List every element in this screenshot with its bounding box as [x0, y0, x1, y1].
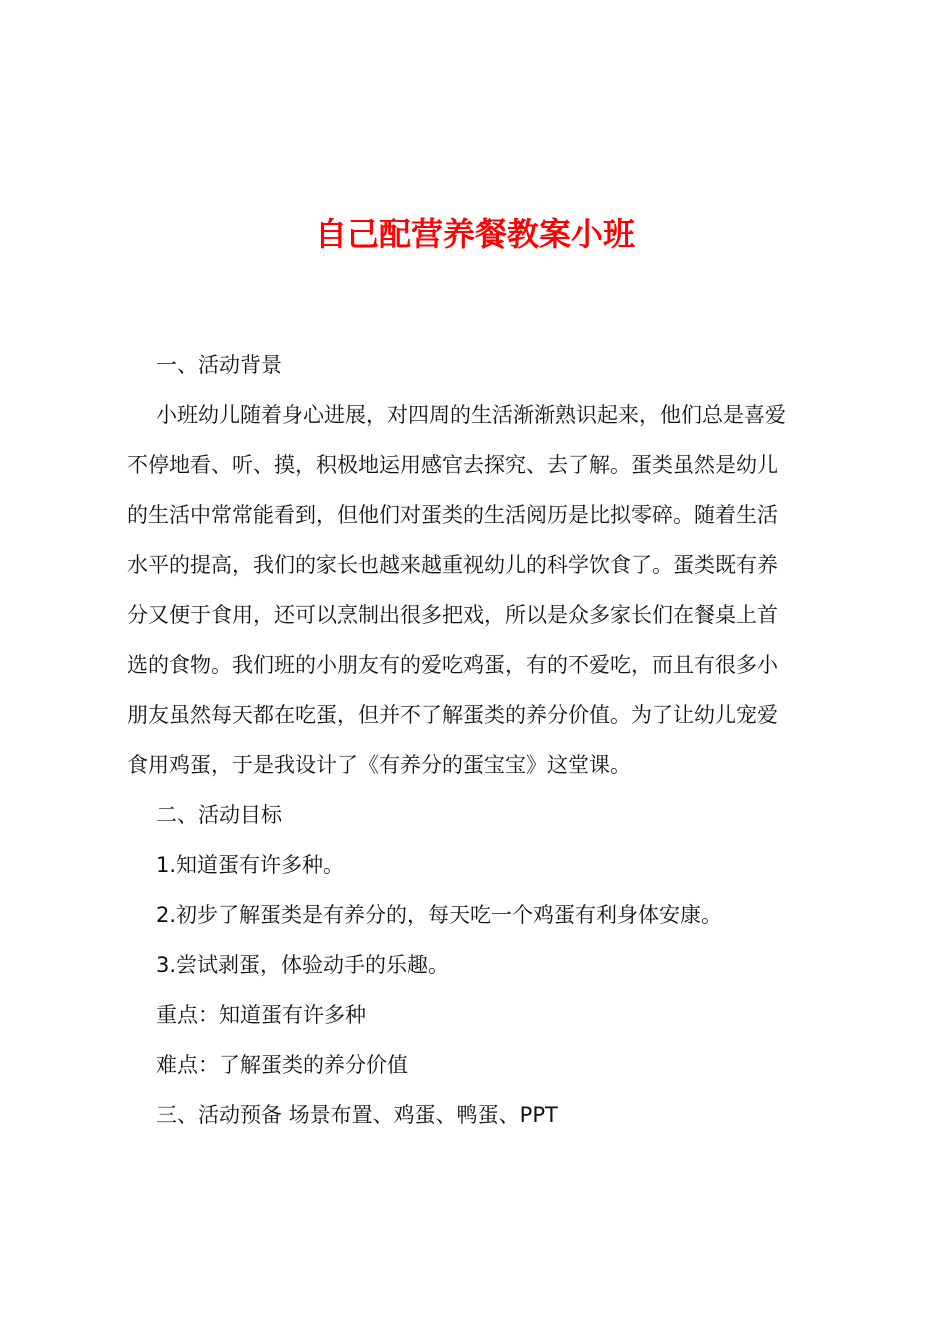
section-heading-preparation: 三、活动预备 场景布置、鸡蛋、鸭蛋、PPT	[156, 1103, 558, 1127]
goal-item-3: 3.尝试剥蛋，体验动手的乐趣。	[156, 953, 450, 977]
paragraph-line: 小班幼儿随着身心进展，对四周的生活渐渐熟识起来，他们总是喜爱	[156, 403, 786, 427]
paragraph-line: 不停地看、听、摸，积极地运用感官去探究、去了解。蛋类虽然是幼儿	[127, 453, 778, 477]
document-title: 自己配营养餐教案小班	[314, 215, 635, 253]
paragraph-line: 的生活中常常能看到，但他们对蛋类的生活阅历是比拟零碎。随着生活	[127, 503, 778, 527]
difficulty-line: 难点：了解蛋类的养分价值	[156, 1053, 408, 1077]
paragraph-line: 水平的提高，我们的家长也越来越重视幼儿的科学饮食了。蛋类既有养	[127, 553, 778, 577]
section-heading-background: 一、活动背景	[156, 353, 282, 377]
paragraph-line: 选的食物。我们班的小朋友有的爱吃鸡蛋，有的不爱吃，而且有很多小	[127, 653, 778, 677]
paragraph-line: 朋友虽然每天都在吃蛋，但并不了解蛋类的养分价值。为了让幼儿宠爱	[127, 703, 778, 727]
document-body	[127, 340, 833, 1140]
paragraph-line: 食用鸡蛋，于是我设计了《有养分的蛋宝宝》这堂课。	[127, 753, 631, 777]
goal-item-1: 1.知道蛋有许多种。	[156, 853, 345, 877]
key-point-line: 重点：知道蛋有许多种	[156, 1003, 366, 1027]
goal-item-2: 2.初步了解蛋类是有养分的，每天吃一个鸡蛋有利身体安康。	[156, 903, 723, 927]
section-heading-goals: 二、活动目标	[156, 803, 282, 827]
paragraph-line: 分又便于食用，还可以烹制出很多把戏，所以是众多家长们在餐桌上首	[127, 603, 778, 627]
